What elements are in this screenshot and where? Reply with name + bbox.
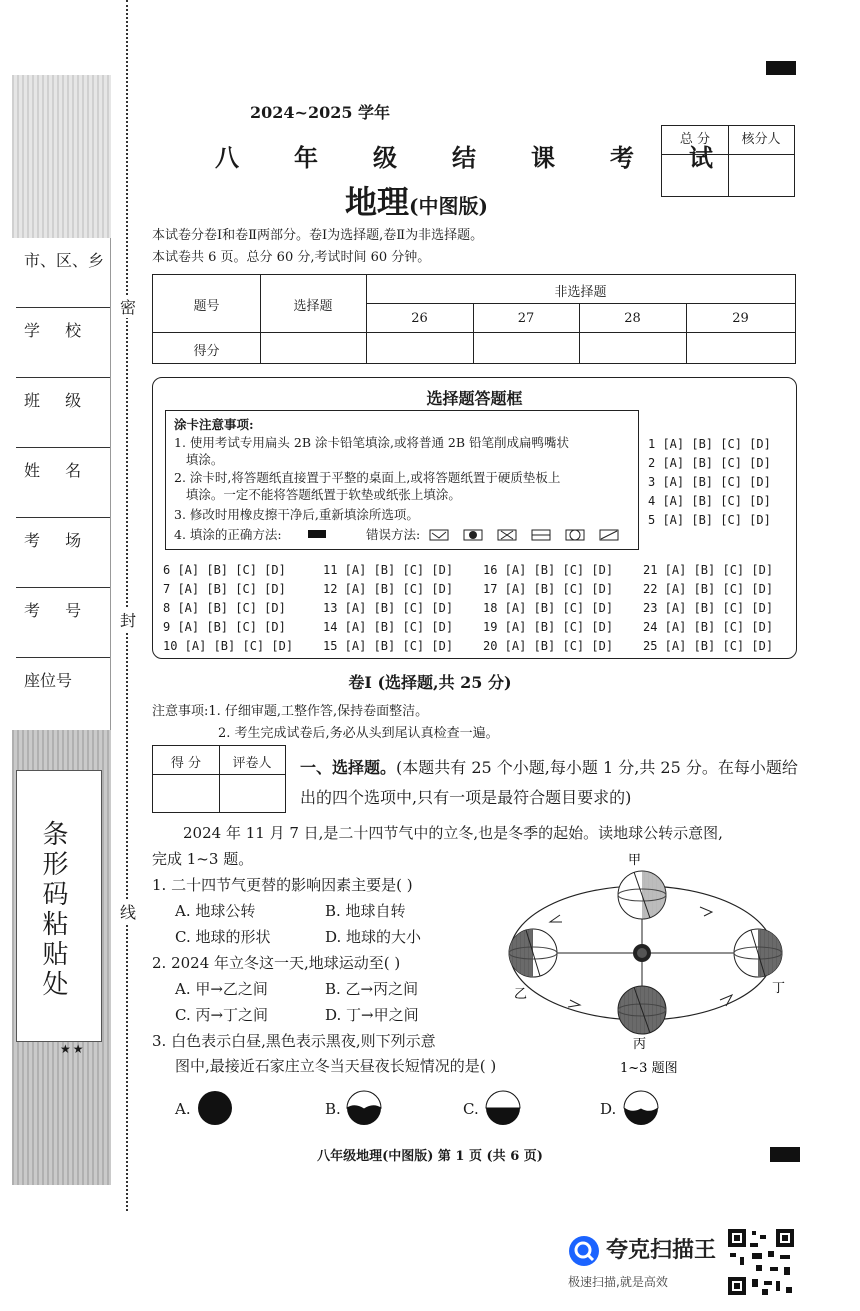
exam-title: 八年级结课考试 xyxy=(215,143,768,172)
checker-label: 核分人 xyxy=(728,126,794,155)
answer-row-25[interactable]: 25 [A] [B] [C] [D] xyxy=(643,639,774,653)
answer-row-6[interactable]: 6 [A] [B] [C] [D] xyxy=(163,563,286,577)
col-28: 28 xyxy=(624,311,641,326)
answer-row-21[interactable]: 21 [A] [B] [C] [D] xyxy=(643,563,774,577)
q3-option-a-icon xyxy=(196,1089,236,1129)
answer-row-16[interactable]: 16 [A] [B] [C] [D] xyxy=(483,563,614,577)
section-notes-2: 2. 考生完成试卷后,务必从头到尾认真检查一遍。 xyxy=(218,726,499,741)
earth-orbit-diagram xyxy=(500,850,800,1080)
answer-row-20[interactable]: 20 [A] [B] [C] [D] xyxy=(483,639,614,653)
section-heading: 一、选择题。(本题共有 25 个小题,每小题 1 分,共 25 分。在每小题给出的四个选项中,只有一项是最符合题目要求的) xyxy=(300,758,798,807)
answer-row-11[interactable]: 11 [A] [B] [C] [D] xyxy=(323,563,454,577)
question-number-label: 题号 xyxy=(193,299,220,314)
answer-row-5[interactable]: 5 [A] [B] [C] [D] xyxy=(648,513,771,527)
q3-option-a[interactable]: A. xyxy=(175,1100,191,1118)
answer-row-7[interactable]: 7 [A] [B] [C] [D] xyxy=(163,582,286,596)
q3-stem-2: 图中,最接近石家庄立冬当天昼夜长短情况的是( ) xyxy=(175,1057,497,1075)
qr-code-icon xyxy=(726,1227,796,1297)
notice-line-6: 4. 填涂的正确方法: xyxy=(174,527,282,542)
q2-option-a[interactable]: A. 甲→乙之间 xyxy=(175,980,268,998)
grader-label: 评卷人 xyxy=(232,756,272,771)
answer-row-10[interactable]: 10 [A] [B] [C] [D] xyxy=(163,639,294,653)
score-input-26[interactable] xyxy=(367,333,473,363)
answer-row-2[interactable]: 2 [A] [B] [C] [D] xyxy=(648,456,771,470)
answer-row-9[interactable]: 9 [A] [B] [C] [D] xyxy=(163,620,286,634)
q1-option-d[interactable]: D. 地球的大小 xyxy=(325,928,422,946)
total-score-box xyxy=(661,125,795,197)
notice-line-2: 填涂。 xyxy=(174,452,224,467)
col-26: 26 xyxy=(411,311,428,326)
label-bing: 丙 xyxy=(633,1037,647,1052)
page-footer: 八年级地理(中图版) 第 1 页 (共 6 页) xyxy=(317,1149,543,1164)
q3-stem-1: 3. 白色表示白昼,黑色表示黑夜,则下列示意 xyxy=(152,1032,436,1050)
edition-label: (中图版) xyxy=(409,194,488,218)
subject-title: 地理(中图版) xyxy=(345,183,488,221)
wrong-method-label: 错误方法: xyxy=(366,527,421,542)
checker-input[interactable] xyxy=(728,154,794,196)
label-ding: 丁 xyxy=(772,981,786,996)
section-notes-1: 注意事项:1. 仔细审题,工整作答,保持卷面整洁。 xyxy=(152,704,429,719)
answer-row-22[interactable]: 22 [A] [B] [C] [D] xyxy=(643,582,774,596)
score-row-label: 得分 xyxy=(193,344,220,359)
answer-row-8[interactable]: 8 [A] [B] [C] [D] xyxy=(163,601,286,615)
notice-line-1: 1. 使用考试专用扁头 2B 涂卡铅笔填涂,或将普通 2B 铅笔削成扁鸭嘴状 xyxy=(174,435,570,450)
scanner-watermark xyxy=(560,1213,800,1303)
wrong-fill-examples xyxy=(428,527,628,543)
answer-row-17[interactable]: 17 [A] [B] [C] [D] xyxy=(483,582,614,596)
student-info-box xyxy=(16,238,111,730)
q2-option-c[interactable]: C. 丙→丁之间 xyxy=(175,1006,269,1024)
label-yi: 乙 xyxy=(514,987,528,1002)
q3-option-d-icon xyxy=(622,1089,662,1129)
stars-mark: ★★ xyxy=(60,1042,86,1056)
diagram-caption: 1~3 题图 xyxy=(620,1061,678,1076)
registration-mark xyxy=(766,61,796,75)
field-seat-number[interactable]: 座位号 xyxy=(24,671,73,690)
registration-mark-bottom xyxy=(770,1147,800,1162)
strip-top-shade xyxy=(12,75,111,238)
correct-fill-example xyxy=(308,530,326,538)
seal-char-xian: 线 xyxy=(120,900,136,923)
grade-score-input[interactable] xyxy=(153,775,219,812)
answer-row-14[interactable]: 14 [A] [B] [C] [D] xyxy=(323,620,454,634)
notice-title: 涂卡注意事项: xyxy=(174,417,254,432)
score-table xyxy=(152,274,796,364)
scanner-brand: 夸克扫描王 xyxy=(606,1238,717,1263)
label-jia: 甲 xyxy=(628,853,642,868)
q1-option-a[interactable]: A. 地球公转 xyxy=(175,902,256,920)
answer-row-15[interactable]: 15 [A] [B] [C] [D] xyxy=(323,639,454,653)
field-district[interactable]: 市、区、乡 xyxy=(16,238,110,308)
answer-frame-title: 选择题答题框 xyxy=(426,389,523,408)
notice-line-5: 3. 修改时用橡皮擦干净后,重新填涂所选项。 xyxy=(174,507,419,522)
total-score-input[interactable] xyxy=(662,154,728,196)
intro-line-2: 本试卷共 6 页。总分 60 分,考试时间 60 分钟。 xyxy=(152,250,431,265)
scanner-slogan: 极速扫描,就是高效 xyxy=(568,1275,668,1289)
q3-option-b-icon xyxy=(345,1089,385,1129)
q3-option-d[interactable]: D. xyxy=(600,1100,617,1118)
q3-option-c-icon xyxy=(484,1089,524,1129)
intro-line-1: 本试卷分卷Ⅰ和卷Ⅱ两部分。卷Ⅰ为选择题,卷Ⅱ为非选择题。 xyxy=(152,228,484,243)
field-exam-room[interactable]: 考 场 xyxy=(16,518,110,588)
answer-row-19[interactable]: 19 [A] [B] [C] [D] xyxy=(483,620,614,634)
answer-row-3[interactable]: 3 [A] [B] [C] [D] xyxy=(648,475,771,489)
answer-row-23[interactable]: 23 [A] [B] [C] [D] xyxy=(643,601,774,615)
q3-option-b[interactable]: B. xyxy=(325,1100,341,1118)
notice-line-3: 2. 涂卡时,将答题纸直接置于平整的桌面上,或将答题纸置于硬质垫板上 xyxy=(174,470,561,485)
q2-stem: 2. 2024 年立冬这一天,地球运动至( ) xyxy=(152,954,401,972)
seal-dotted-line xyxy=(126,0,128,1211)
grade-score-label: 得 分 xyxy=(170,756,202,771)
q1-option-c[interactable]: C. 地球的形状 xyxy=(175,928,271,946)
grader-input[interactable] xyxy=(220,775,285,812)
score-input-choice[interactable] xyxy=(261,333,366,363)
year-title: 2024~2025 学年 xyxy=(250,103,391,122)
field-exam-number[interactable]: 考 号 xyxy=(16,588,110,658)
answer-row-24[interactable]: 24 [A] [B] [C] [D] xyxy=(643,620,774,634)
non-choice-label: 非选择题 xyxy=(554,285,607,300)
answer-row-1[interactable]: 1 [A] [B] [C] [D] xyxy=(648,437,771,451)
section-title: 卷Ⅰ (选择题,共 25 分) xyxy=(348,673,512,692)
score-input-27[interactable] xyxy=(474,333,579,363)
passage-line-1: 2024 年 11 月 7 日,是二十四节气中的立冬,也是冬季的起始。读地球公转示意图, xyxy=(183,824,723,842)
answer-row-13[interactable]: 13 [A] [B] [C] [D] xyxy=(323,601,454,615)
col-27: 27 xyxy=(517,311,535,326)
barcode-label: 条形码粘贴处 xyxy=(38,820,68,1000)
q1-stem: 1. 二十四节气更替的影响因素主要是( ) xyxy=(152,876,413,894)
seal-char-feng: 封 xyxy=(120,608,136,631)
field-school[interactable]: 学 校 xyxy=(16,308,110,378)
score-input-28[interactable] xyxy=(580,333,686,363)
q1-option-b[interactable]: B. 地球自转 xyxy=(325,902,406,920)
fill-notice-box xyxy=(165,410,639,550)
field-name[interactable]: 姓 名 xyxy=(16,448,110,518)
notice-line-4: 填涂。一定不能将答题纸置于软垫或纸张上填涂。 xyxy=(174,487,461,502)
answer-row-12[interactable]: 12 [A] [B] [C] [D] xyxy=(323,582,454,596)
seal-char-mi: 密 xyxy=(120,295,136,318)
q2-option-d[interactable]: D. 丁→甲之间 xyxy=(325,1006,419,1024)
q3-option-c[interactable]: C. xyxy=(463,1100,479,1118)
col-29: 29 xyxy=(732,311,749,326)
score-input-29[interactable] xyxy=(687,333,795,363)
q2-option-b[interactable]: B. 乙→丙之间 xyxy=(325,980,419,998)
answer-row-4[interactable]: 4 [A] [B] [C] [D] xyxy=(648,494,771,508)
answer-row-18[interactable]: 18 [A] [B] [C] [D] xyxy=(483,601,614,615)
grade-box xyxy=(152,745,286,813)
passage-line-2: 完成 1~3 题。 xyxy=(152,850,254,868)
scanner-logo-icon xyxy=(568,1235,600,1267)
field-class[interactable]: 班 级 xyxy=(16,378,110,448)
choice-column-label: 选择题 xyxy=(293,299,333,314)
total-score-label: 总 分 xyxy=(662,126,728,155)
